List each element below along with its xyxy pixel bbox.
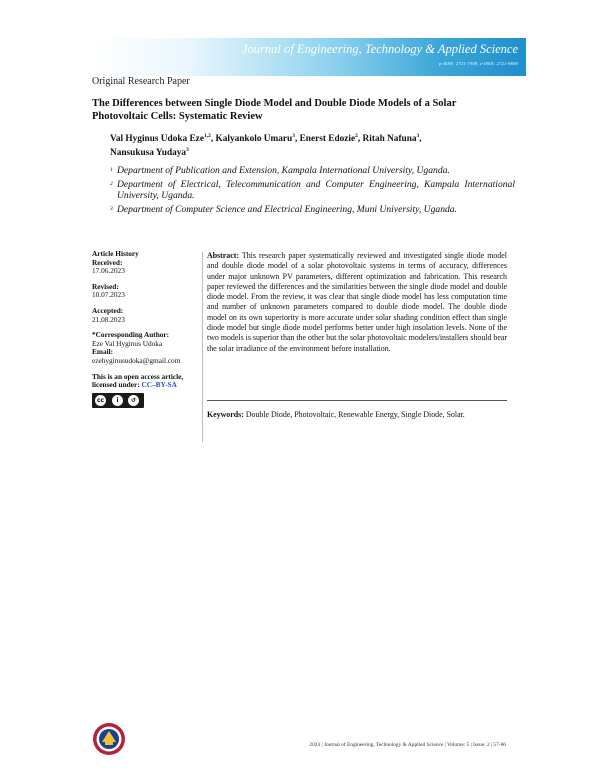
author-name: Nansukusa Yudaya [110, 147, 187, 158]
sa-icon: ↺ [128, 395, 139, 406]
email-label: Email: [92, 347, 114, 357]
author-separator: , [210, 134, 216, 144]
accepted-date: 21.08.2023 [92, 314, 125, 324]
author-list [110, 133, 510, 160]
author-affiliation-mark: 3 [186, 146, 189, 153]
received-date: 17.06.2023 [92, 266, 125, 276]
author-affiliation-mark: 3 [416, 132, 420, 139]
author-separator: , [419, 134, 422, 144]
keywords-text: Double Diode, Photovoltaic, Renewable Energy, Single Diode, Solar. [245, 410, 465, 419]
history-heading: Article History [92, 249, 139, 258]
received-label: Received: [92, 257, 123, 267]
journal-title: Journal of Engineering, Technology & Applied Science [242, 42, 518, 56]
abstract-divider [207, 400, 507, 401]
page-footer: 2023 | Journal of Engineering, Technology & Applied Science | Volume: 5 | Issue: 2 | 57-66 [309, 742, 506, 748]
author-affiliation-mark: 2 [355, 132, 358, 139]
abstract-label: Abstract: [207, 251, 239, 260]
article-sidebar [92, 250, 200, 410]
affiliation-text: Department of Electrical, Telecommunication and Computer Engineering, Kampala International University, Uganda. [117, 178, 515, 201]
author-name: Enerst Edozie [299, 134, 356, 144]
paper-type: Original Research Paper [92, 76, 190, 87]
corresponding-label: *Corresponding Author: [92, 330, 170, 340]
author-separator: , [294, 134, 300, 144]
paper-title: The Differences between Single Diode Model and Double Diode Models of a Solar Photovoltaic Cells: Systematic Review [92, 98, 457, 122]
journal-banner [92, 38, 526, 76]
university-seal-icon [92, 722, 126, 756]
abstract [207, 251, 507, 354]
by-icon: i [112, 395, 123, 406]
cc-icon: cc [96, 396, 105, 404]
keywords [207, 410, 507, 420]
keywords-label: Keywords: [207, 410, 244, 419]
revised-date: 10.07.2023 [92, 290, 125, 300]
column-divider [202, 252, 203, 442]
license-text: This is an open access article, licensed under: [92, 371, 184, 390]
author-name: Val Hyginus Udoka Eze [110, 134, 204, 144]
affiliation-text: Department of Computer Science and Electrical Engineering, Muni University, Uganda. [117, 203, 457, 215]
author-name: Kalyankolo Umaru [215, 134, 293, 144]
author-name: Ritah Nafuna [362, 134, 417, 144]
journal-issn: p-ISSN: 2721-7949, e-ISSN: 2721-9690 [439, 61, 518, 66]
abstract-text: This research paper systematically reviewed and investigated single diode model and double diode model of a solar photovoltaic systems in terms of accuracy, differences under major unknown PV parameters, different optimization and fabrication. This research paper reviewed the differences and the similarities between the single diode model and double diode model. From the review, it was clear that single diode model has less computation time and number of unknown parameters compared to double diode model. The double diode model on its own superiority is more accurate under solar shading condition effect than single diode model but single diode model performs better under high insolation levels. None of the two models is superior than the other but the solar photovoltaic modelers/installers should bear the solar irradiance of the environment before installation. [207, 251, 507, 353]
author-affiliation-mark: 3 [292, 132, 295, 139]
corresponding-name: Eze Val Hyginus Udoka [92, 338, 163, 348]
affiliation-item: 3 Department of Computer Science and Electrical Engineering, Muni University, Uganda. [110, 203, 457, 215]
affiliation-item: 2 Department of Electrical, Telecommunication and Computer Engineering, Kampala International University, Uganda. [110, 178, 515, 201]
license-link[interactable]: CC–BY-SA [141, 380, 177, 390]
author-affiliation-mark: 1,2 [203, 132, 211, 139]
affiliation-list [110, 165, 515, 217]
affiliation-text: Department of Publication and Extension, Kampala International University, Uganda. [117, 165, 450, 176]
affiliation-item: 1 Department of Publication and Extension, Kampala International University, Uganda. [110, 165, 450, 176]
accepted-label: Accepted: [92, 305, 124, 315]
cc-by-sa-badge[interactable] [92, 393, 144, 408]
revised-label: Revised: [92, 281, 119, 291]
corresponding-email[interactable]: ezehyginusudoka@gmail.com [92, 355, 181, 365]
author-separator: , [357, 134, 363, 144]
